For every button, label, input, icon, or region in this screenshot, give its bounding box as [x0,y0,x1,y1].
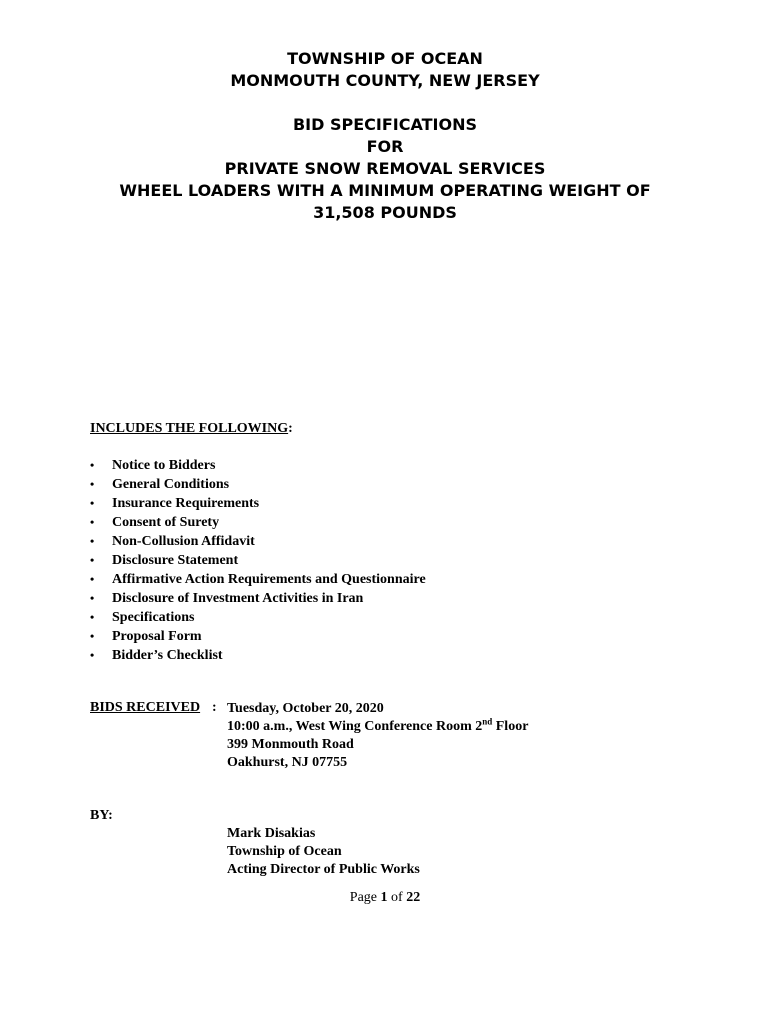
bullet-icon: • [90,515,95,529]
list-item [90,627,426,646]
page-of-word: of [387,890,407,905]
signer-name: Mark Disakias [227,826,316,841]
header-spacer [0,92,770,114]
list-item [90,475,426,494]
header-bid-specifications: BID SPECIFICATIONS [292,115,478,134]
list-item-text: Insurance Requirements [112,496,260,511]
signer-organization: Township of Ocean [227,844,342,859]
includes-colon: : [288,421,293,436]
bid-address-city: Oakhurst, NJ 07755 [227,755,348,770]
list-item [90,570,426,589]
page-number [0,890,770,906]
list-item [90,589,426,608]
includes-label: INCLUDES THE FOLLOWING [90,421,289,436]
signer-title: Acting Director of Public Works [227,862,420,877]
bullet-icon: • [90,553,95,567]
list-item [90,532,426,551]
floor-ordinal-suffix: nd [482,716,493,727]
list-item [90,513,426,532]
list-item [90,456,426,475]
by-label: BY: [90,808,113,823]
list-item-text: Specifications [112,610,195,625]
document-header [0,48,770,224]
bid-date: Tuesday, October 20, 2020 [227,701,384,716]
bullet-icon: • [90,572,95,586]
bid-time-location [227,718,528,736]
header-weight: 31,508 POUNDS [313,203,457,222]
list-item-text: Proposal Form [112,629,202,644]
bids-received-details [227,700,528,772]
bullet-icon: • [90,458,95,472]
includes-list [90,456,426,665]
bid-time-location-text: 10:00 a.m., West Wing Conference Room 2 [227,719,483,734]
bullet-icon: • [90,648,95,662]
header-service: PRIVATE SNOW REMOVAL SERVICES [224,159,546,178]
page-total: 22 [406,890,421,905]
bids-received-label: BIDS RECEIVED [90,700,201,715]
bullet-icon: • [90,496,95,510]
bids-received-colon: : [212,700,217,715]
includes-heading [90,421,293,437]
page-word: Page [349,890,381,905]
list-item-text: Non-Collusion Affidavit [112,534,255,549]
header-equipment: WHEEL LOADERS WITH A MINIMUM OPERATING WEIGHT OF [119,181,651,200]
bullet-icon: • [90,534,95,548]
list-item-text: General Conditions [112,477,230,492]
list-item-text: Notice to Bidders [112,458,216,473]
signer-block [227,825,420,879]
list-item-text: Disclosure of Investment Activities in Iran [112,591,364,606]
bid-address-street: 399 Monmouth Road [227,737,354,752]
list-item-text: Bidder’s Checklist [112,648,223,663]
list-item [90,551,426,570]
list-item [90,608,426,627]
list-item-text: Disclosure Statement [112,553,239,568]
bullet-icon: • [90,629,95,643]
page-current: 1 [380,890,388,905]
list-item-text: Affirmative Action Requirements and Questionnaire [112,572,426,587]
bullet-icon: • [90,477,95,491]
bullet-icon: • [90,591,95,605]
header-for: FOR [366,137,404,156]
header-township: TOWNSHIP OF OCEAN [287,49,483,68]
list-item-text: Consent of Surety [112,515,220,530]
list-item [90,646,426,665]
header-county: MONMOUTH COUNTY, NEW JERSEY [230,71,540,90]
bullet-icon: • [90,610,95,624]
floor-word: Floor [492,719,529,734]
list-item [90,494,426,513]
